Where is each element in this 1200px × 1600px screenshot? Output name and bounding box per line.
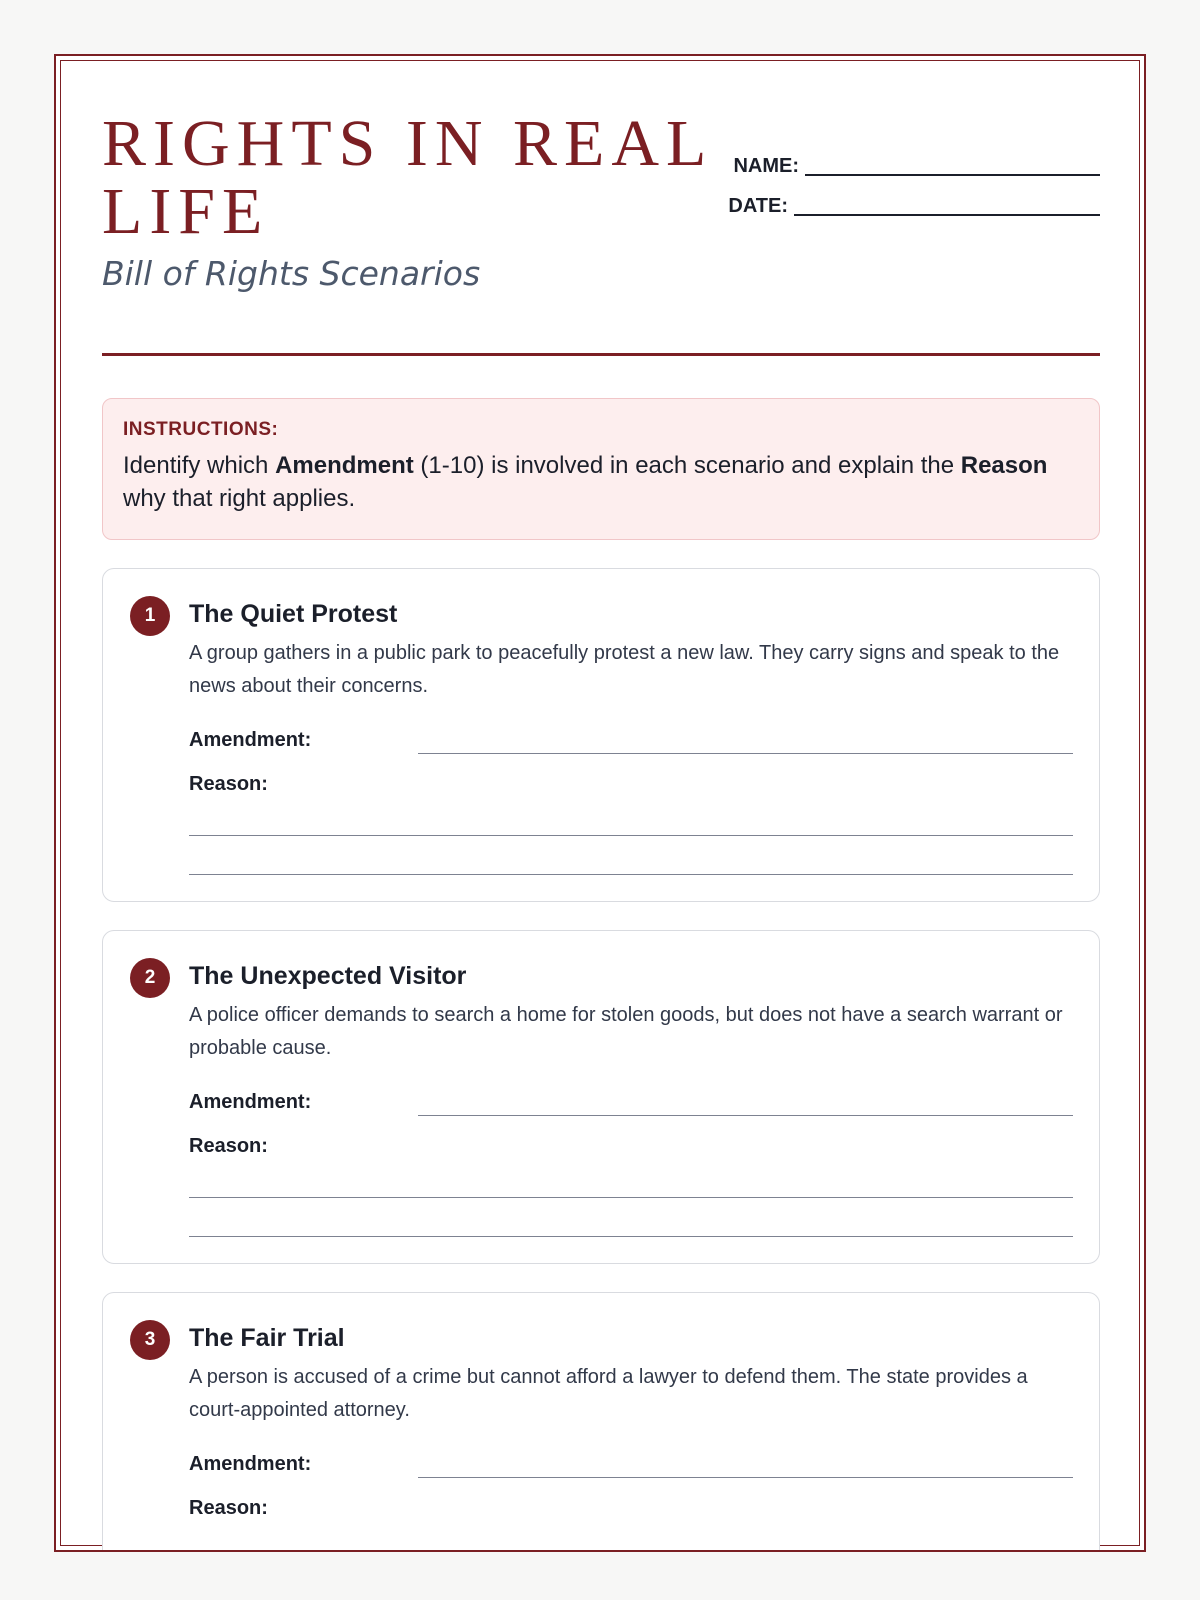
scenario-title: The Quiet Protest <box>189 600 398 628</box>
date-label: DATE: <box>728 194 788 217</box>
scenario-title: The Unexpected Visitor <box>189 962 467 990</box>
name-label: NAME: <box>733 154 799 177</box>
amendment-label: Amendment: <box>189 729 312 751</box>
reason-answer-line[interactable] <box>189 835 1073 836</box>
instructions-bold-reason: Reason <box>960 452 1048 479</box>
amendment-answer-line[interactable] <box>418 1115 1073 1116</box>
page-title: RIGHTS IN REAL LIFE <box>102 107 711 248</box>
date-row <box>720 194 1100 218</box>
scenario-title: The Fair Trial <box>189 1324 345 1352</box>
scenario-body <box>189 597 1073 875</box>
instructions-text-part-3: why that right applies. <box>123 485 356 512</box>
reason-row <box>189 769 1073 799</box>
scenario-body <box>189 959 1073 1237</box>
reason-row <box>189 1131 1073 1161</box>
page-subtitle: Bill of Rights Scenarios <box>102 254 481 293</box>
amendment-row <box>189 725 1073 755</box>
scenario-card-3 <box>102 1292 1100 1552</box>
instructions-box <box>102 398 1100 540</box>
amendment-answer-line[interactable] <box>418 1477 1073 1478</box>
instructions-label: INSTRUCTIONS: <box>123 419 279 440</box>
scenario-number-badge: 3 <box>130 1320 170 1360</box>
reason-label: Reason: <box>189 1135 268 1157</box>
amendment-row <box>189 1449 1073 1479</box>
scenario-number-badge: 2 <box>130 958 170 998</box>
scenario-card-2 <box>102 930 1100 1264</box>
student-info <box>720 154 1100 234</box>
amendment-label: Amendment: <box>189 1453 312 1475</box>
scenario-description: A person is accused of a crime but cannot afford a lawyer to defend them. The state provides a court-appointed attorney. <box>189 1366 1028 1421</box>
scenario-description: A police officer demands to search a home for stolen goods, but does not have a search warrant or probable cause. <box>189 1004 1063 1059</box>
scenario-card-1 <box>102 568 1100 902</box>
date-field[interactable] <box>794 196 1100 216</box>
amendment-answer-line[interactable] <box>418 753 1073 754</box>
amendment-label: Amendment: <box>189 1091 312 1113</box>
scenario-body <box>189 1321 1073 1552</box>
name-field[interactable] <box>805 156 1100 176</box>
worksheet-content <box>102 107 1100 1552</box>
scenario-number-badge: 1 <box>130 596 170 636</box>
reason-label: Reason: <box>189 773 268 795</box>
reason-label: Reason: <box>189 1497 268 1519</box>
instructions-text <box>123 449 1079 515</box>
amendment-row <box>189 1087 1073 1117</box>
name-row <box>720 154 1100 178</box>
scenario-description: A group gathers in a public park to peacefully protest a new law. They carry signs and speak to the news about their concerns. <box>189 642 1060 697</box>
worksheet-header <box>102 107 1100 356</box>
reason-answer-line[interactable] <box>189 1197 1073 1198</box>
instructions-bold-amendment: Amendment <box>275 452 414 479</box>
reason-answer-line[interactable] <box>189 1236 1073 1237</box>
worksheet-page <box>54 54 1146 1552</box>
reason-answer-line[interactable] <box>189 874 1073 875</box>
instructions-text-part-1: Identify which <box>123 452 276 479</box>
instructions-text-part-2: (1-10) is involved in each scenario and explain the <box>413 452 961 479</box>
reason-row <box>189 1493 1073 1523</box>
header-divider <box>102 353 1100 356</box>
